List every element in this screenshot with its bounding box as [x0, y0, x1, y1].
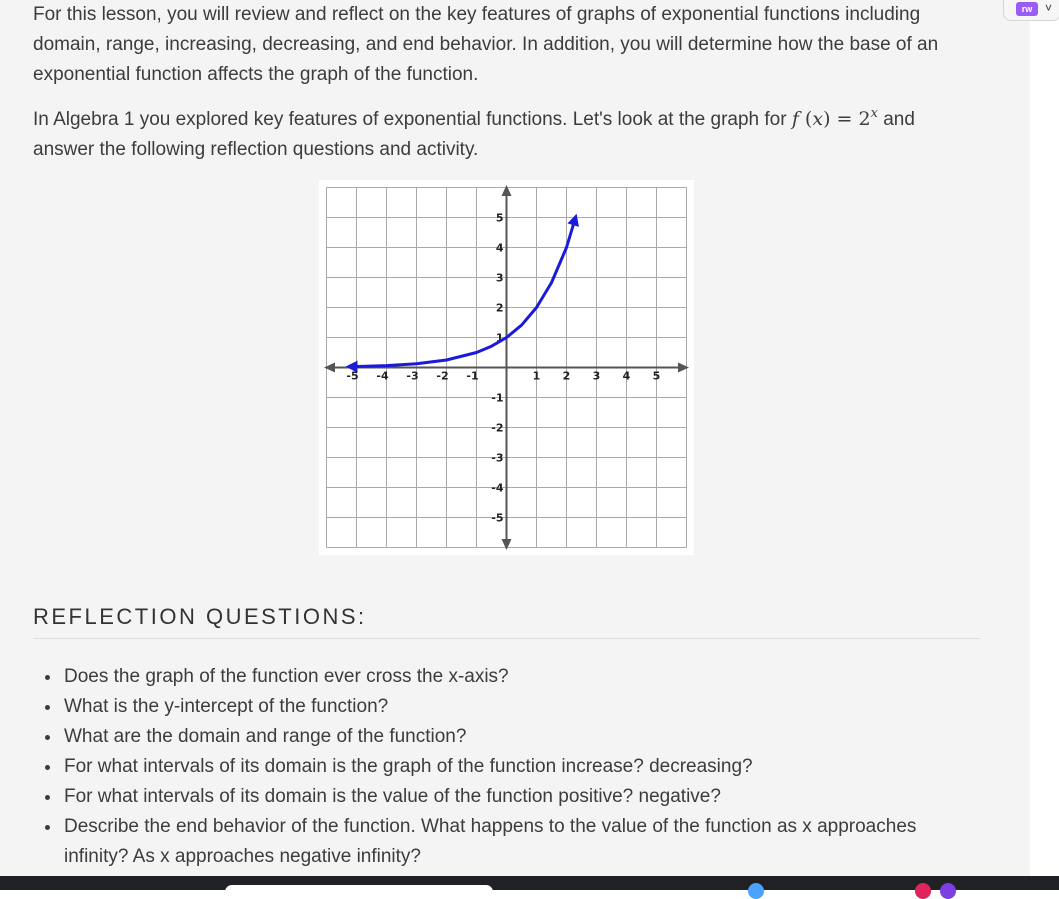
reflection-heading: REFLECTION QUESTIONS: — [33, 604, 367, 629]
y-tick-label: 3 — [495, 271, 504, 285]
taskbar — [0, 876, 1059, 890]
x-axis-left-arrow — [324, 363, 335, 373]
y-tick-label: -5 — [491, 511, 504, 525]
y-tick-label: 2 — [495, 301, 504, 315]
question-item: What are the domain and range of the function? — [33, 722, 980, 752]
question-item: For what intervals of its domain is the graph of the function increase? decreasing? — [33, 752, 980, 782]
x-tick-label: -4 — [376, 369, 389, 383]
graph-intro-text-before: In Algebra 1 you explored key features of exponential functions. Let's look at the graph for — [33, 109, 792, 130]
y-tick-label: -2 — [491, 421, 504, 435]
function-name-f: f — [791, 108, 799, 130]
y-tick-label: 4 — [495, 241, 504, 255]
x-tick-label: -3 — [406, 369, 419, 383]
x-tick-label: -1 — [466, 369, 479, 383]
x-tick-label: -5 — [346, 369, 359, 383]
taskbar-app-icon[interactable] — [940, 883, 956, 899]
y-tick-label: -1 — [491, 391, 504, 405]
graph-svg — [319, 180, 694, 555]
graph-intro-text-after: and answer the following reflection questions and activity. — [33, 109, 915, 160]
math-equals-base: = 2 — [830, 108, 871, 130]
math-exponent-wrap — [871, 108, 878, 130]
question-item: Does the graph of the function ever cross the x-axis? — [33, 662, 980, 692]
x-tick-label: 3 — [592, 369, 601, 383]
curve-right-arrow — [568, 214, 579, 227]
extension-logo-icon[interactable]: rw — [1016, 2, 1038, 16]
taskbar-app-icon[interactable] — [915, 883, 931, 899]
math-paren-close: ) — [823, 108, 831, 130]
x-tick-label: 5 — [652, 369, 661, 383]
x-tick-label: 2 — [562, 369, 571, 383]
y-axis-down-arrow — [502, 539, 512, 550]
reflection-questions-list — [33, 662, 980, 872]
y-tick-label: 1 — [495, 331, 504, 345]
function-variable-x: x — [812, 108, 824, 130]
y-axis-up-arrow — [502, 185, 512, 196]
math-exponent: x — [870, 106, 878, 121]
graph-intro-paragraph — [33, 104, 980, 165]
right-gutter — [1030, 0, 1059, 876]
y-tick-label: 5 — [495, 211, 504, 225]
taskbar-search-pill[interactable] — [225, 885, 493, 899]
x-tick-label: -2 — [436, 369, 449, 383]
extension-widget[interactable] — [1003, 0, 1059, 21]
x-axis-right-arrow — [678, 363, 689, 373]
chevron-down-icon[interactable]: ˅ — [1045, 1, 1053, 15]
taskbar-app-icon[interactable] — [748, 883, 764, 899]
intro-paragraph: For this lesson, you will review and reflect on the key features of graphs of exponential functions including domain, range, increasing, decreasing, and end behavior. In addition, you will determine how the base of an exponential function affects the graph of the function. — [33, 4, 939, 85]
question-item: What is the y-intercept of the function? — [33, 692, 980, 722]
section-divider — [33, 638, 980, 639]
x-tick-label: 4 — [622, 369, 631, 383]
y-tick-label: -3 — [491, 451, 504, 465]
math-paren-open: ( — [798, 108, 813, 130]
y-tick-label: -4 — [491, 481, 504, 495]
question-item: For what intervals of its domain is the value of the function positive? negative? — [33, 782, 980, 812]
exponential-graph — [319, 180, 694, 555]
question-item: Describe the end behavior of the function. What happens to the value of the function as x approaches infinity? As x approaches negative infinity? — [33, 812, 980, 872]
x-tick-label: 1 — [532, 369, 541, 383]
